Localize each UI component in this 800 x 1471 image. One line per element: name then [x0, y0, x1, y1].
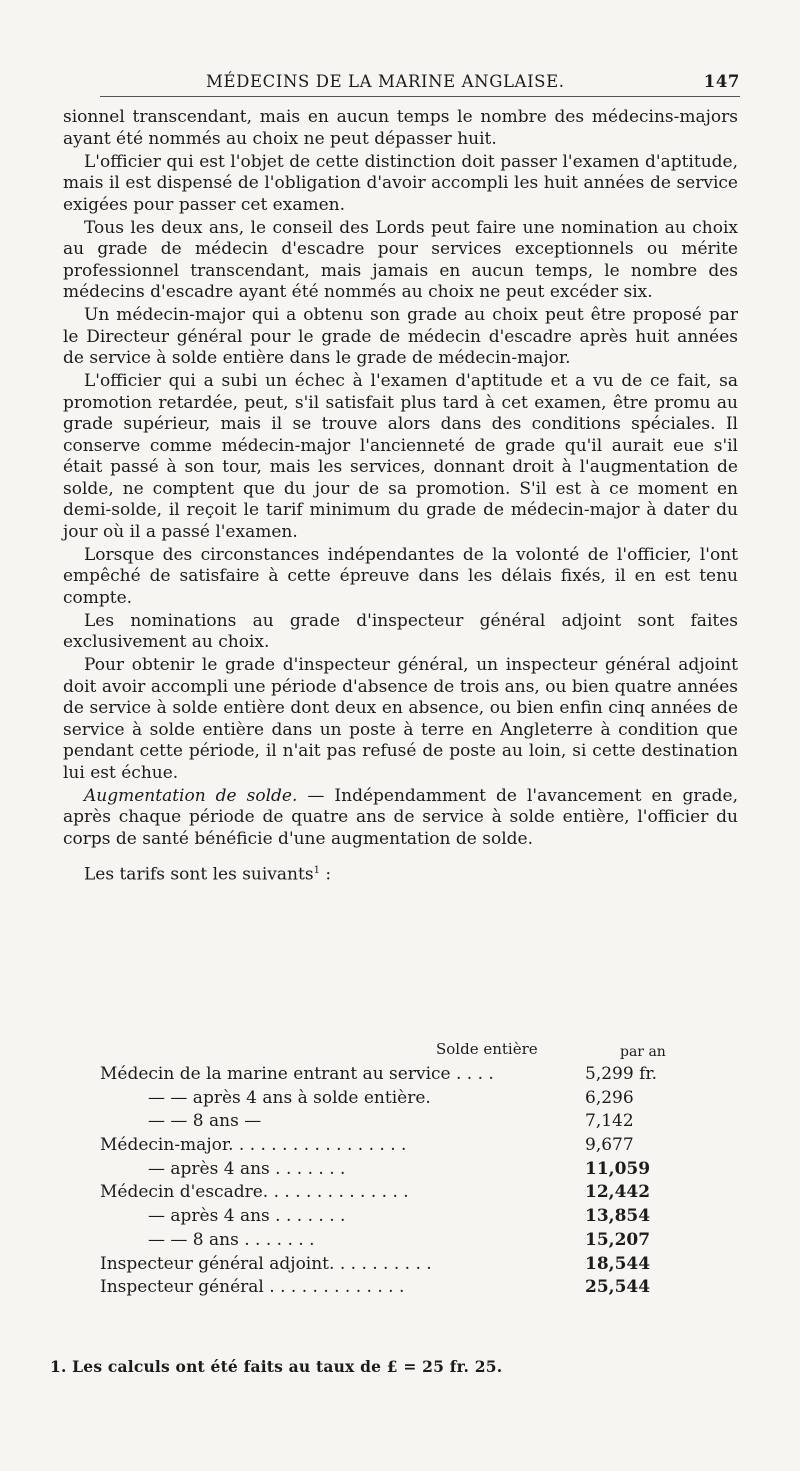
paragraph: Pour obtenir le grade d'inspecteur général, un inspecteur général adjoint doit avoir accompli une période d'absence de trois ans, ou bien quatre années de service à solde entière dont deux en absence, ou bien enfin cinq années de service à solde entière dans un poste à terre en Angleterre à condition que pendant cette période, il n'ait pas refusé de poste au loin, si cette destination lui est échue. — [63, 655, 738, 783]
tariff-value: 9,677 — [585, 1135, 634, 1156]
footnote: 1. Les calculs ont été faits au taux de £ = 25 fr. 25. — [50, 1357, 503, 1376]
tariff-row — [100, 1111, 695, 1135]
tariffs-intro-end: : — [319, 864, 332, 885]
tariff-value: 13,854 — [585, 1206, 651, 1227]
body-text — [63, 107, 738, 888]
tariff-row — [100, 1064, 695, 1088]
tariff-row — [100, 1088, 695, 1112]
column-header-solde: Solde entière — [436, 1040, 538, 1058]
tariff-label: Médecin-major. . . . . . . . . . . . . . . . . — [100, 1135, 407, 1156]
section-text: — Indépendamment de l'avancement en grade, après chaque période de quatre ans de service à solde entière, l'officier du corps de santé bénéficie d'une augmentation de solde. — [63, 785, 738, 849]
tariff-label: Inspecteur général . . . . . . . . . . . . . — [100, 1277, 405, 1298]
section-title: Augmentation de solde. — [84, 785, 298, 806]
tariff-row — [100, 1159, 695, 1183]
tariff-value: 5,299 fr. — [585, 1064, 658, 1084]
tariff-value: 6,296 — [585, 1087, 634, 1108]
tariff-label: — — 8 ans . . . . . . . — [148, 1229, 315, 1250]
tariff-value: 18,544 — [585, 1253, 651, 1274]
tariff-row — [100, 1182, 695, 1206]
tariff-label: Médecin d'escadre. . . . . . . . . . . . . . — [100, 1182, 409, 1203]
paragraph: L'officier qui est l'objet de cette distinction doit passer l'examen d'aptitude, mais il est dispensé de l'obligation d'avoir accompli les huit années de service exigées pour passer cet examen. — [63, 151, 738, 215]
tariff-label: — — 8 ans — — [148, 1111, 262, 1132]
tariff-row — [100, 1254, 695, 1278]
page-header — [100, 70, 740, 97]
running-title: MÉDECINS DE LA MARINE ANGLAISE. — [206, 72, 565, 91]
tariff-table — [100, 1040, 695, 1301]
tariffs-intro — [63, 860, 738, 886]
tariff-value: 12,442 — [585, 1182, 651, 1203]
paragraph: Lorsque des circonstances indépendantes de la volonté de l'officier, l'ont empêché de satisfaire à cette épreuve dans les délais fixés, il en est tenu compte. — [63, 544, 738, 608]
tariff-value: 15,207 — [585, 1229, 651, 1250]
column-header-par-an: par an — [620, 1044, 666, 1060]
tariff-row — [100, 1277, 695, 1301]
tariff-row — [100, 1206, 695, 1230]
tariff-value: 11,059 — [585, 1158, 651, 1179]
footnote-ref: 1 — [313, 865, 320, 876]
paragraph: Tous les deux ans, le conseil des Lords peut faire une nomination au choix au grade de médecin d'escadre pour services exceptionnels ou mérite professionnel transcendant, mais jamais en aucun temps, le nombre des médecins d'escadre ayant été nommés au choix ne peut excéder six. — [63, 217, 738, 302]
tariffs-intro-text: Les tarifs sont les suivants — [84, 864, 314, 885]
paragraph: Les nominations au grade d'inspecteur général adjoint sont faites exclusivement au choix. — [63, 610, 738, 652]
paragraph: L'officier qui a subi un échec à l'examen d'aptitude et a vu de ce fait, sa promotion retardée, peut, s'il satisfait plus tard à cet examen, être promu au grade supérieur, mais il se trouve alors dans des conditions spéciales. Il conserve comme médecin-major l'ancienneté de grade qu'il aurait eue s'il était passé à son tour, mais les services, donnant droit à l'augmentation de solde, ne comptent que du jour de sa promotion. S'il est à ce moment en demi-solde, il reçoit le tarif minimum du grade de médecin-major à dater du jour où il a passé l'examen. — [63, 371, 738, 542]
augmentation-paragraph — [63, 786, 738, 851]
paragraph: sionnel transcendant, mais en aucun temps le nombre des médecins-majors ayant été nommés au choix ne peut dépasser huit. — [63, 107, 738, 149]
paragraph: Un médecin-major qui a obtenu son grade au choix peut être proposé par le Directeur général pour le grade de médecin d'escadre après huit années de service à solde entière dans le grade de médecin-major. — [63, 305, 738, 368]
tariff-label: — après 4 ans . . . . . . . — [148, 1206, 346, 1227]
tariff-label: Inspecteur général adjoint. . . . . . . . . . — [100, 1253, 432, 1274]
tariff-value: 25,544 — [585, 1277, 651, 1298]
tariff-label: — — après 4 ans à solde entière. — [148, 1087, 431, 1108]
page-number: 147 — [703, 72, 740, 91]
tariff-row — [100, 1135, 695, 1159]
tariff-row — [100, 1230, 695, 1254]
tariff-value: 7,142 — [585, 1111, 634, 1132]
tariff-column-headers — [100, 1040, 695, 1064]
tariff-label: Médecin de la marine entrant au service . . . . — [100, 1064, 494, 1084]
tariff-label: — après 4 ans . . . . . . . — [148, 1158, 346, 1179]
